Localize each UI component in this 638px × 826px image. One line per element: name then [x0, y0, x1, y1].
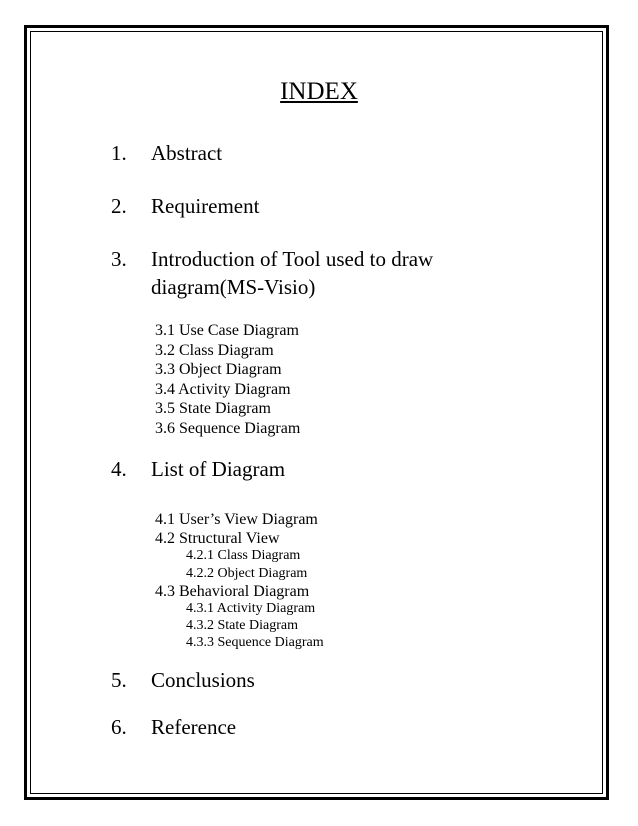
item-number: 3. [111, 247, 127, 271]
subitem-4-3: 4.3 Behavioral Diagram [155, 583, 310, 600]
subitem-3-2: 3.2 Class Diagram [155, 342, 274, 359]
item-number: 6. [111, 715, 127, 739]
subitem-3-6: 3.6 Sequence Diagram [155, 420, 301, 437]
subitem-4-3-3: 4.3.3 Sequence Diagram [186, 635, 324, 650]
index-item-requirement [111, 192, 259, 220]
item-label: Reference [151, 715, 237, 739]
page-title: INDEX [280, 78, 358, 105]
subitem-4-2-1: 4.2.1 Class Diagram [186, 548, 301, 563]
item-number: 4. [111, 457, 127, 481]
subitem-4-1: 4.1 User’s View Diagram [155, 511, 318, 528]
item-label: List of Diagram [151, 457, 286, 481]
subitem-4-2-2: 4.2.2 Object Diagram [186, 566, 308, 581]
item-number: 5. [111, 668, 127, 692]
item-label: Requirement [151, 194, 260, 218]
index-item-abstract [111, 139, 222, 167]
index-item-introduction [111, 245, 451, 301]
item-number: 1. [111, 141, 127, 165]
subitem-4-3-1: 4.3.1 Activity Diagram [186, 601, 316, 616]
subitem-3-4: 3.4 Activity Diagram [155, 381, 291, 398]
index-item-list-of-diagram [111, 455, 285, 483]
item-number: 2. [111, 194, 127, 218]
index-item-reference [111, 713, 236, 741]
index-item-conclusions [111, 666, 255, 694]
subitem-4-2: 4.2 Structural View [155, 530, 280, 547]
item-label: Conclusions [151, 668, 255, 692]
item-label: Introduction of Tool used to draw diagram(MS-Visio) [151, 247, 434, 299]
item-label: Abstract [151, 141, 223, 165]
subitem-3-3: 3.3 Object Diagram [155, 361, 282, 378]
subitem-3-5: 3.5 State Diagram [155, 400, 271, 417]
subitem-3-1: 3.1 Use Case Diagram [155, 322, 299, 339]
subitem-4-3-2: 4.3.2 State Diagram [186, 618, 298, 633]
